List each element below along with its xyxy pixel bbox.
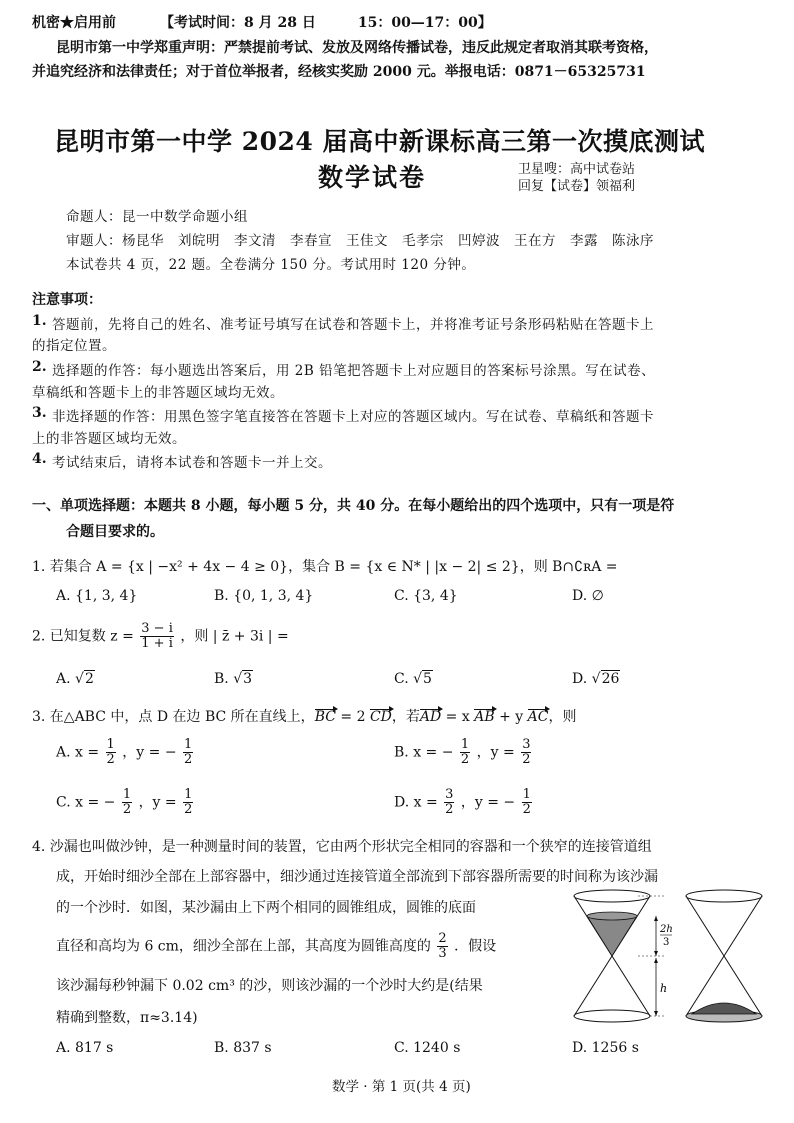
- den: 2: [184, 752, 193, 767]
- exam-info-line: 本试卷共 4 页，22 题。全卷满分 150 分。考试用时 120 分钟。: [66, 257, 476, 273]
- sqrt-symbol: √3: [233, 671, 253, 687]
- num: 1: [122, 787, 132, 802]
- statement-line-1: 昆明市第一中学郑重声明：严禁提前考试、发放及网络传播试卷，违反此规定者取消其联考资格，: [56, 40, 658, 56]
- question-2-fraction-denominator: 1 + i: [141, 636, 173, 651]
- section-1-line-1: 一、单项选择题：本题共 8 小题，每小题 5 分，共 40 分。在每小题给出的四个选项中，只有一项是符: [32, 498, 675, 514]
- vector-ab: AB: [474, 709, 495, 725]
- question-2-option-a: [56, 671, 95, 687]
- q4-fraction: [437, 932, 447, 961]
- question-2-prefix: 2. 已知复数 z =: [32, 628, 134, 645]
- question-4-option-d: D. 1256 s: [572, 1040, 639, 1056]
- question-2-option-c: [394, 671, 433, 687]
- num: 1: [106, 737, 115, 752]
- question-1-option-b: B. {0, 1, 3, 4}: [214, 588, 314, 604]
- den: 2: [445, 802, 454, 817]
- opt-prefix: A. x =: [56, 744, 100, 761]
- q3-text-3: ，若: [391, 709, 420, 725]
- den: 2: [522, 802, 531, 817]
- note-3-number: 3.: [32, 405, 47, 421]
- num: 2: [438, 931, 447, 946]
- note-3-line-2: 上的非答题区域均无效。: [32, 431, 186, 447]
- hourglass-figure: [568, 888, 768, 1028]
- opt-mid: ，y =: [476, 744, 515, 761]
- radicand: 26: [601, 671, 620, 687]
- question-4-line-4: [56, 932, 496, 961]
- q3-text-2: = 2: [335, 709, 370, 725]
- reviewers-line: 审题人：杨昆华 刘皖明 李文清 李春宣 王佳文 毛孝宗 凹婷波 王在方 李露 陈泳序: [66, 233, 654, 249]
- sqrt-symbol: √2: [75, 671, 94, 687]
- question-4-line-1: 4. 沙漏也叫做沙钟，是一种测量时间的装置，它由两个形状完全相同的容器和一个狭窄的连接管道组: [32, 839, 652, 855]
- setter-line: 命题人：昆一中数学命题小组: [66, 209, 248, 225]
- vector-ac: AC: [527, 709, 549, 725]
- fraction: [521, 738, 531, 767]
- question-2-fraction: [140, 622, 174, 651]
- note-3-line-1: 非选择题的作答：用黑色签字笔直接答在答题卡上对应的答题区域内。写在试卷、草稿纸和答题卡: [52, 409, 654, 425]
- exam-time: 【考试时间：8 月 28 日 15：00—17：00】: [160, 15, 492, 31]
- question-3-stem: [32, 706, 576, 726]
- notes-heading: 注意事项：: [32, 292, 102, 308]
- question-3-option-d: [394, 788, 534, 817]
- opt-prefix: C. x = −: [56, 794, 116, 811]
- note-2-line-2: 草稿纸和答题卡上的非答题区域均无效。: [32, 385, 284, 401]
- radicand: 5: [423, 671, 432, 687]
- q3-text-6: ，则: [548, 709, 577, 725]
- q4-line4-end: ．假设: [454, 938, 497, 955]
- den: 2: [184, 802, 193, 817]
- note-1-number: 1.: [32, 313, 47, 329]
- question-1-stem: 1. 若集合 A = {x | −x² + 4x − 4 ≥ 0}，集合 B = {x ∈ N* | |x − 2| ≤ 2}，则 B∩∁ʀA =: [32, 559, 618, 575]
- opt-mid: ，y =: [138, 794, 177, 811]
- question-2-option-d: [572, 671, 620, 687]
- den: 2: [460, 752, 470, 767]
- fraction: [183, 788, 193, 817]
- num: 1: [184, 737, 193, 752]
- page-title: 昆明市第一中学 2024 届高中新课标高三第一次摸底测试: [54, 127, 705, 156]
- num: 1: [460, 737, 470, 752]
- fraction: [106, 738, 116, 767]
- vector-cd: CD: [369, 709, 392, 725]
- q3-text-4: = x: [441, 709, 475, 725]
- question-1-option-a: A. {1, 3, 4}: [56, 588, 138, 604]
- fraction: [460, 738, 470, 767]
- secret-label: 机密★启用前: [32, 15, 116, 31]
- question-3-option-b: [394, 738, 533, 767]
- fraction: [122, 788, 132, 817]
- question-1-option-c: C. {3, 4}: [394, 588, 458, 604]
- question-4-option-c: C. 1240 s: [394, 1040, 461, 1056]
- option-label: D.: [572, 671, 588, 687]
- opt-mid: ，y = −: [460, 794, 516, 811]
- label-3: 3: [663, 937, 670, 948]
- option-label: B.: [214, 671, 229, 687]
- page-footer: 数学 · 第 1 页(共 4 页): [332, 1079, 471, 1095]
- question-1-option-d: D. ∅: [572, 588, 604, 604]
- den: 3: [438, 946, 447, 961]
- label-2h: 2h: [660, 924, 673, 935]
- question-4-option-b: B. 837 s: [214, 1040, 272, 1056]
- den: 2: [106, 752, 115, 767]
- section-1-line-2: 合题目要求的。: [66, 524, 164, 540]
- radicand: 2: [84, 671, 94, 687]
- question-4-line-2: 成，开始时细沙全部在上部容器中，细沙通过连接管道全部流到下部容器所需要的时间称为该沙漏: [56, 869, 658, 885]
- fraction: [444, 788, 454, 817]
- opt-prefix: B. x = −: [394, 744, 454, 761]
- option-label: C.: [394, 671, 409, 687]
- question-2-fraction-numerator: 3 − i: [141, 621, 173, 636]
- sqrt-symbol: √5: [413, 671, 432, 687]
- question-3-option-a: [56, 738, 195, 767]
- watermark-line-2: 回复【试卷】领福利: [518, 179, 636, 194]
- fraction: [522, 788, 532, 817]
- page-subtitle: 数学试卷: [318, 163, 427, 192]
- question-2-suffix: ，则 | z̄ + 3i | =: [180, 628, 289, 645]
- question-4-option-a: A. 817 s: [56, 1040, 114, 1056]
- hourglass-right: [686, 890, 762, 1022]
- den: 2: [122, 802, 132, 817]
- question-4-line-5: 该沙漏每秒钟漏下 0.02 cm³ 的沙，则该沙漏的一个沙时大约是(结果: [56, 978, 483, 994]
- fraction: [183, 738, 193, 767]
- num: 1: [184, 787, 193, 802]
- note-2-line-1: 选择题的作答：每小题选出答案后，用 2B 铅笔把答题卡上对应题目的答案标号涂黑。写在试卷、: [52, 363, 656, 379]
- label-h: h: [660, 982, 668, 995]
- q3-text-1: 3. 在△ABC 中，点 D 在边 BC 所在直线上，: [32, 709, 315, 725]
- sqrt-symbol: √26: [591, 671, 620, 687]
- note-4-number: 4.: [32, 451, 47, 467]
- watermark-line-1: 卫星嗖：高中试卷站: [518, 162, 636, 177]
- note-1-line-1: 答题前，先将自己的姓名、准考证号填写在试卷和答题卡上，并将准考证号条形码粘贴在答题卡上: [52, 317, 654, 333]
- question-4-line-6: 精确到整数，π≈3.14): [56, 1010, 198, 1026]
- question-2-option-b: [214, 671, 253, 687]
- note-2-number: 2.: [32, 359, 47, 375]
- statement-line-2: 并追究经济和法律责任；对于首位举报者，经核实奖励 2000 元。举报电话：0871－65325731: [32, 64, 646, 80]
- hourglass-left: [574, 890, 673, 1022]
- q4-line4-text: 直径和高均为 6 cm，细沙全部在上部，其高度为圆锥高度的: [56, 938, 431, 955]
- question-4-line-3: 的一个沙时．如图，某沙漏由上下两个相同的圆锥组成，圆锥的底面: [56, 900, 476, 916]
- note-4-line-1: 考试结束后，请将本试卷和答题卡一并上交。: [52, 455, 332, 471]
- num: 3: [445, 787, 454, 802]
- question-3-option-c: [56, 788, 195, 817]
- opt-prefix: D. x =: [394, 794, 438, 811]
- note-1-line-2: 的指定位置。: [32, 338, 116, 354]
- option-label: A.: [56, 671, 71, 687]
- vector-ad: AD: [419, 709, 442, 725]
- num: 1: [522, 787, 531, 802]
- question-2-stem: [32, 622, 289, 651]
- num: 3: [522, 737, 531, 752]
- radicand: 3: [243, 671, 253, 687]
- opt-mid: ，y = −: [122, 744, 177, 761]
- q3-text-5: + y: [494, 709, 528, 725]
- vector-bc: BC: [314, 709, 336, 725]
- den: 2: [522, 752, 531, 767]
